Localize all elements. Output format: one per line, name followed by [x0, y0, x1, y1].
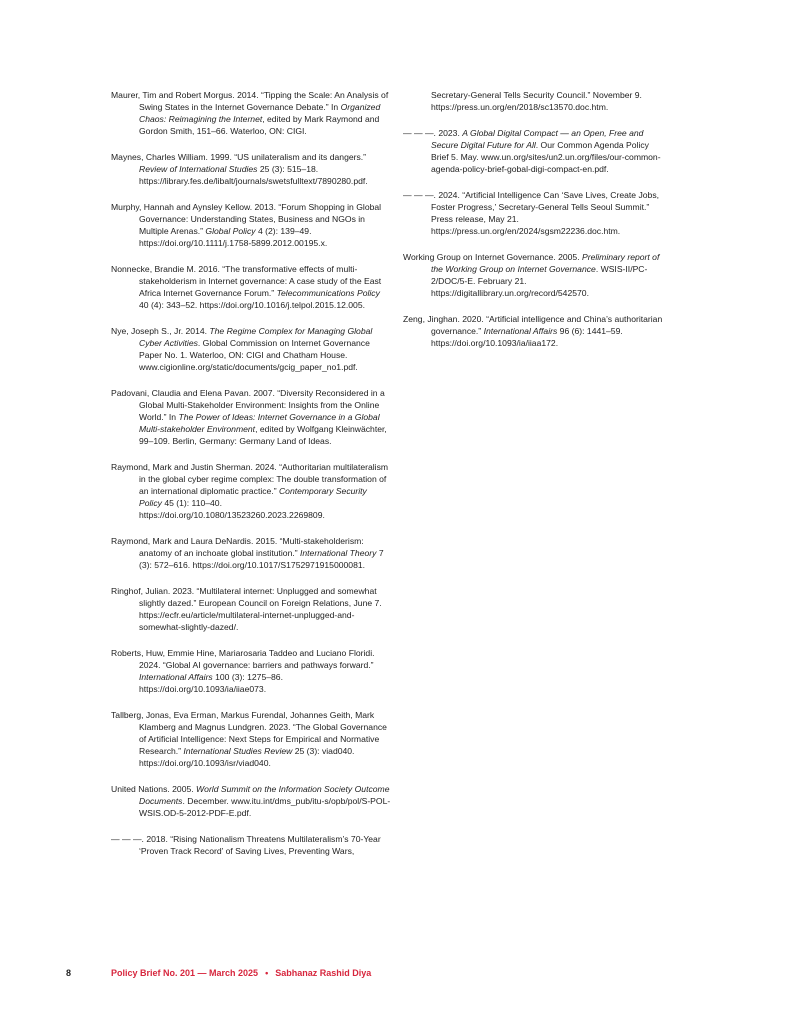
reference-text: Murphy, Hannah and Aynsley Kellow. 2013. “Forum Shopping in Global Governance: Understanding States, Business and NGOs in Multiple Arenas.” — [111, 202, 382, 236]
reference-text: Secretary-General Tells Security Council.” November 9. https://press.un.org/en/2018/sc13570.doc.htm. — [431, 90, 642, 112]
reference-text: , edited by Wolfgang Kleinwächter, 99–109. Berlin, Germany: Germany Land of Ideas. — [139, 424, 387, 446]
reference-list-right — [403, 89, 665, 363]
reference-title: Preliminary report of the Working Group on Internet Governance — [431, 252, 660, 274]
reference-text: 40 (4): 343–52. https://doi.org/10.1016/j.telpol.2015.12.005. — [139, 300, 365, 310]
reference-text: 25 (3): viad040. https://doi.org/10.1093/isr/viad040. — [139, 746, 355, 768]
reference-text: Zeng, Jinghan. 2020. “Artificial intelligence and China’s authoritarian governance.” — [403, 314, 663, 336]
page-footer — [0, 966, 791, 980]
reference-text: 25 (3): 515–18. https://library.fes.de/libalt/journals/swetsfulltext/7890280.pdf. — [139, 164, 368, 186]
reference-entry — [111, 201, 391, 249]
reference-entry — [111, 461, 391, 521]
reference-title: Contemporary Security Policy — [139, 486, 367, 508]
reference-title: The Power of Ideas: Internet Governance in a Global Multi-stakeholder Environment — [139, 412, 380, 434]
reference-text: Roberts, Huw, Emmie Hine, Mariarosaria Taddeo and Luciano Floridi. 2024. “Global AI governance: barriers and pathways forward.” — [111, 648, 375, 670]
reference-text: — — —. 2023. — [403, 128, 463, 138]
reference-title: Organized Chaos: Reimagining the Internet — [139, 102, 381, 124]
reference-text: Working Group on Internet Governance. 2005. — [403, 252, 582, 262]
reference-text: 100 (3): 1275–86. https://doi.org/10.1093/ia/iiae073. — [139, 672, 283, 694]
reference-text: , edited by Mark Raymond and Gordon Smith, 151–66. Waterloo, ON: CIGI. — [139, 114, 380, 136]
reference-entry — [111, 783, 391, 819]
reference-title: International Theory — [300, 548, 377, 558]
reference-text: — — —. 2018. “Rising Nationalism Threatens Multilateralism’s 70-Year ‘Proven Track Record’ of Saving Lives, Preventing Wars, — [111, 834, 381, 856]
reference-entry — [111, 833, 391, 857]
reference-entry — [111, 263, 391, 311]
reference-title: Review of International Studies — [139, 164, 258, 174]
reference-title: International Studies Review — [183, 746, 293, 756]
reference-text: . Global Commission on Internet Governance Paper No. 1. Waterloo, ON: CIGI and Chatham House. www.cigionline.org/static/documents/gcig_paper_no1.pdf. — [139, 338, 370, 372]
reference-list-left — [111, 89, 391, 871]
reference-text: Tallberg, Jonas, Eva Erman, Markus Furendal, Johannes Geith, Mark Klamberg and Magnus Lundgren. 2023. “The Global Governance of Artificial Intelligence: Next Steps for Empirical and Normative Research.” — [111, 710, 387, 756]
reference-text: Padovani, Claudia and Elena Pavan. 2007. “Diversity Reconsidered in a Global Multi-Stakeholder Environment: Insights from the Online World.” In — [111, 388, 385, 422]
footer-separator: • — [265, 968, 269, 978]
reference-text: Nye, Joseph S., Jr. 2014. — [111, 326, 210, 336]
reference-entry — [111, 387, 391, 447]
footer-series: Policy Brief No. 201 — March 2025 — [111, 968, 259, 978]
reference-text: Nonnecke, Brandie M. 2016. “The transformative effects of multi-stakeholderism in Internet governance: A case study of the East Africa Internet Governance Forum.” — [111, 264, 382, 298]
reference-text: . WSIS-II/PC-2/DOC/5-E. February 21. https://digitallibrary.un.org/record/542570. — [431, 264, 648, 298]
footer-citation — [111, 966, 371, 980]
reference-title: International Affairs — [139, 672, 213, 682]
reference-text: 4 (2): 139–49. https://doi.org/10.1111/j.1758-5899.2012.00195.x. — [139, 226, 328, 248]
reference-entry — [111, 647, 391, 695]
reference-entry — [403, 313, 665, 349]
reference-text: Raymond, Mark and Justin Sherman. 2024. “Authoritarian multilateralism in the global cyber regime complex: The double transformation of an international diplomatic practice.” — [111, 462, 389, 496]
reference-text: Ringhof, Julian. 2023. “Multilateral internet: Unplugged and somewhat slightly dazed.” European Council on Foreign Relations, June 7. https://ecfr.eu/article/multilateral-internet-unplugged-and-somewhat-slightly-dazed/. — [111, 586, 382, 632]
reference-entry — [111, 325, 391, 373]
reference-text: 7 (3): 572–616. https://doi.org/10.1017/S1752971915000081. — [139, 548, 384, 570]
reference-entry — [111, 535, 391, 571]
reference-text: Maurer, Tim and Robert Morgus. 2014. “Tipping the Scale: An Analysis of Swing States in the Internet Governance Debate.” In — [111, 90, 389, 112]
reference-text: . Our Common Agenda Policy Brief 5. May. www.un.org/sites/un2.un.org/files/our-common-agenda-policy-brief-gobal-digi-compact-en.pdf. — [431, 140, 661, 174]
reference-title: World Summit on the Information Society Outcome Documents — [139, 784, 390, 806]
reference-title: International Affairs — [483, 326, 558, 336]
reference-text: 96 (6): 1441–59. https://doi.org/10.1093/ia/iiaa172. — [431, 326, 623, 348]
reference-title: Telecommunications Policy — [276, 288, 380, 298]
reference-entry — [403, 189, 665, 237]
reference-text: Raymond, Mark and Laura DeNardis. 2015. “Multi-stakeholderism: anatomy of an inchoate global institution.” — [111, 536, 364, 558]
footer-author: Sabhanaz Rashid Diya — [275, 968, 372, 978]
reference-text: 45 (1): 110–40. https://doi.org/10.1080/13523260.2023.2269809. — [139, 498, 325, 520]
reference-entry — [111, 709, 391, 769]
reference-entry — [403, 127, 665, 175]
reference-title: A Global Digital Compact — an Open, Free and Secure Digital Future for All — [431, 128, 644, 150]
reference-entry-continued — [403, 89, 665, 113]
reference-text: United Nations. 2005. — [111, 784, 197, 794]
reference-entry — [111, 89, 391, 137]
page-number: 8 — [66, 968, 72, 978]
reference-title: The Regime Complex for Managing Global Cyber Activities — [139, 326, 373, 348]
reference-entry — [403, 251, 665, 299]
reference-entry — [111, 151, 391, 187]
reference-entry — [111, 585, 391, 633]
reference-text: — — —. 2024. “Artificial Intelligence Can ‘Save Lives, Create Jobs, Foster Progress,’ Secretary-General Tells Seoul Summit.” Press release, May 21. https://press.un.org/en/2024/sgsm22236.doc.htm. — [403, 190, 660, 236]
reference-text: Maynes, Charles William. 1999. “US unilateralism and its dangers.” — [111, 152, 367, 162]
reference-text: . December. www.itu.int/dms_pub/itu-s/opb/pol/S-POL-WSIS.OD-5-2012-PDF-E.pdf. — [139, 796, 391, 818]
reference-title: Global Policy — [205, 226, 256, 236]
